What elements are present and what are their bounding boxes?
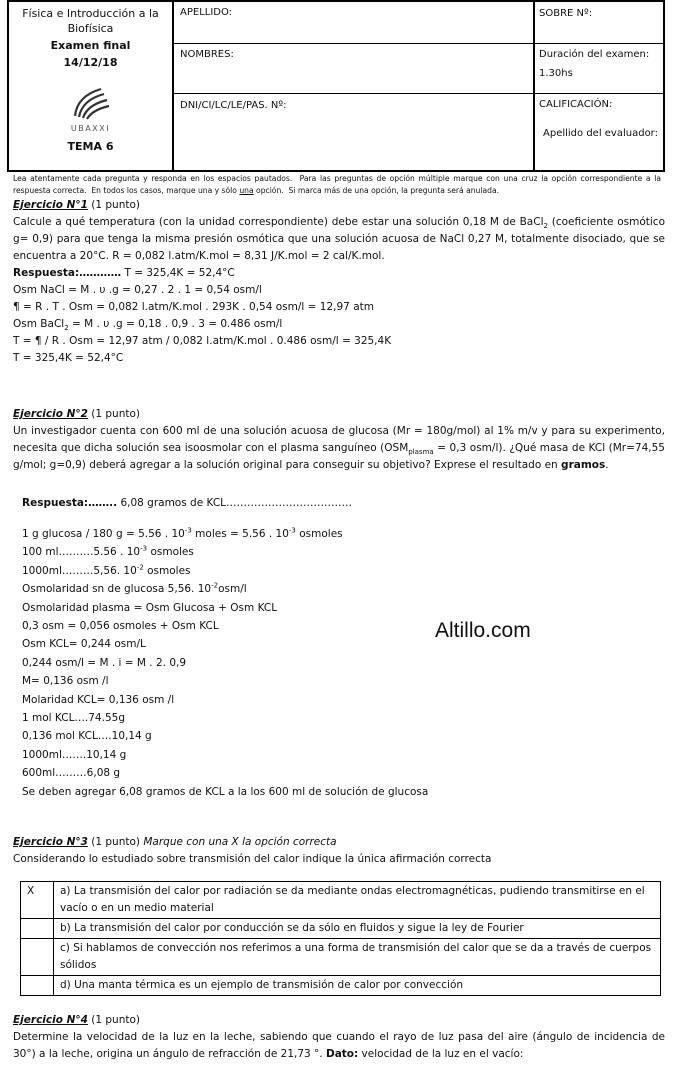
- exercise-1: [13, 197, 665, 367]
- calc-line: Molaridad KCL= 0,136 osm /l: [22, 693, 175, 706]
- exercise-2-calculation: [22, 525, 662, 801]
- statement-text: Determine la velocidad de la luz en la leche, sabiendo que cuando el rayo de luz pasa del aire (ángulo de incidencia de 30°) a la leche, origina un ángulo de refracción de 21,73 °.: [13, 1031, 665, 1060]
- calc-text: 1 g glucosa / 180 g = 5.56 . 10: [22, 528, 185, 540]
- superscript: -2: [136, 563, 144, 572]
- instructions-text: Lea atentamente cada pregunta y responda en los espacios pautados.: [13, 174, 293, 183]
- exercise-title: Ejercicio N°2: [13, 408, 88, 420]
- exercise-title: Ejercicio N°3: [13, 836, 88, 848]
- dni-label: DNI/CI/LC/LE/PAS. Nº:: [180, 100, 287, 111]
- instructions-text: opción.: [256, 186, 284, 195]
- duracion-value: 1.30hs: [539, 68, 573, 79]
- exercise-points: (1 punto): [91, 836, 141, 848]
- option-row[interactable]: [21, 919, 661, 939]
- calc-line: ¶ = R . T . Osm = 0,082 l.atm/K.mol . 293K . 0,54 osm/l = 12,97 atm: [13, 301, 374, 313]
- instructions: [13, 173, 661, 197]
- option-text: d) Una manta térmica es un ejemplo de transmisión de calor por convección: [54, 976, 661, 996]
- calc-line: 0,136 mol KCL….10,14 g: [22, 730, 152, 743]
- ubaxxi-logo-icon: [71, 86, 111, 120]
- exercise-title: Ejercicio N°1: [13, 199, 88, 211]
- exercise-3-heading: [13, 834, 665, 851]
- exercise-2: [13, 406, 665, 474]
- calc-line: [22, 562, 662, 580]
- apellido-label: APELLIDO:: [180, 7, 233, 18]
- exercise-1-heading: [13, 197, 665, 214]
- statement-text: Un investigador cuenta con 600 ml de una solución acuosa de glucosa (Mr = 180g/mol) al 1% m/v y para su experimento, necesita que dicha solución sea isoosmolar con el plasma sanguíneo (OSM: [13, 425, 665, 454]
- header-course-box: [9, 2, 174, 170]
- divider: [172, 43, 533, 44]
- calc-text: osmoles: [295, 528, 343, 540]
- option-mark[interactable]: [21, 939, 54, 976]
- calc-line: [13, 316, 665, 333]
- tema-number: TEMA 6: [67, 140, 114, 153]
- sobre-label: SOBRE Nº:: [539, 8, 593, 19]
- exam-header: [7, 0, 665, 172]
- calc-line: T = ¶ / R . Osm = 12,97 atm / 0,082 l.atm/K.mol . 0.486 osm/l = 325,4K: [13, 335, 392, 347]
- instructions-emphasis: una: [239, 186, 254, 195]
- answer-value: T = 325,4K = 52,4°C: [121, 267, 235, 279]
- exercise-points: (1 punto): [91, 1014, 141, 1026]
- calc-text: moles = 5.56 . 10: [191, 528, 289, 540]
- calc-line: T = 325,4K = 52,4°C: [13, 352, 124, 364]
- superscript: -3: [184, 526, 192, 535]
- calc-line: 1 mol KCL….74.55g: [22, 712, 125, 725]
- exercise-title: Ejercicio N°4: [13, 1014, 88, 1026]
- subscript: plasma: [408, 448, 434, 457]
- statement-text: velocidad de la luz en el vacío:: [358, 1048, 524, 1060]
- divider: [533, 43, 663, 44]
- divider: [172, 93, 533, 94]
- calc-text: osmoles: [147, 546, 194, 559]
- header-admin-box: [533, 2, 663, 170]
- exercise-4-heading: [13, 1012, 665, 1029]
- calc-line: 0,3 osm = 0,056 osmoles + Osm KCL: [22, 620, 219, 633]
- exercise-2-answer: [22, 494, 662, 512]
- exercise-4-statement: [13, 1029, 665, 1063]
- calc-text: Osm BaCl: [13, 318, 65, 330]
- calc-text: Osmolaridad sn de glucosa 5,56. 10: [22, 583, 212, 596]
- option-row[interactable]: [21, 976, 661, 996]
- statement-emphasis: gramos: [561, 459, 606, 471]
- divider: [533, 93, 663, 94]
- option-mark[interactable]: X: [21, 882, 54, 919]
- superscript: -2: [211, 581, 219, 590]
- answer-label: Respuesta:…………: [13, 267, 122, 279]
- exercise-points: (1 punto): [91, 199, 141, 211]
- watermark: Altillo.com: [435, 619, 531, 642]
- instructions-text: En todos los casos, marque una y sólo: [91, 186, 237, 195]
- exercise-1-statement: [13, 214, 665, 265]
- exercise-4: [13, 1012, 665, 1063]
- option-mark[interactable]: [21, 919, 54, 939]
- header-student-box: [172, 2, 535, 170]
- calc-line: Osm KCL= 0,244 osm/L: [22, 638, 146, 651]
- course-name: Física e Introducción a la Biofísica: [22, 7, 159, 35]
- calificacion-label: CALIFICACIÓN:: [539, 99, 613, 110]
- calc-line: [22, 543, 662, 561]
- calc-line: 600ml………6,08 g: [22, 767, 121, 780]
- option-text: b) La transmisión del calor por conducción se da sólo en fluidos y sigue la ley de Fourier: [54, 919, 661, 939]
- options-table: [20, 881, 661, 996]
- answer-line: [22, 494, 662, 512]
- instructions-text: Si marca más de una opción, la pregunta será anulada.: [288, 186, 500, 195]
- exercise-points: (1 punto): [91, 408, 141, 420]
- option-text: a) La transmisión del calor por radiación se da mediante ondas electromagnéticas, pudiendo transmitirse en el vacío o en un medio material: [54, 882, 661, 919]
- answer-label: Respuesta:……..: [22, 497, 118, 509]
- calc-text: 1000ml………5,56. 10: [22, 564, 137, 577]
- calc-line: Osmolaridad plasma = Osm Glucosa + Osm KCL: [22, 601, 278, 614]
- evaluador-label: Apellido del evaluador:: [543, 128, 658, 139]
- option-text: c) Si hablamos de convección nos referimos a una forma de transmisión del calor que se da a través de cuerpos sólidos: [54, 939, 661, 976]
- calc-text: 100 ml……….5.56 . 10: [22, 546, 141, 559]
- calc-text: = M . υ .g = 0,18 . 0,9 . 3 = 0.486 osm/l: [68, 318, 283, 330]
- calc-line: M= 0,136 osm /l: [22, 675, 109, 688]
- exam-date: 14/12/18: [63, 56, 118, 69]
- option-row[interactable]: [21, 882, 661, 919]
- subscript: 2: [543, 222, 548, 231]
- exercise-3-prompt: Considerando lo estudiado sobre transmisión del calor indique la única afirmación correcta: [13, 853, 492, 865]
- calc-line: Se deben agregar 6,08 gramos de KCL a la los 600 ml de solución de glucosa: [22, 785, 429, 798]
- statement-emphasis: Dato:: [325, 1048, 359, 1060]
- statement-text: = 0,3 osm/l). ¿Qué masa de KCl (Mr=74,55 g/mol; g=0,9) deberá agregar a la solución original para conseguir su objetivo? Exprese el resultado en: [13, 442, 665, 471]
- calc-text: osm/l: [218, 583, 247, 596]
- superscript: -3: [140, 544, 148, 553]
- calc-line: 0,244 osm/l = M . i = M . 2. 0,9: [22, 656, 187, 669]
- statement-text: (coeficiente osmótico g= 0,9) para que tenga la misma presión osmótica que una solución acuosa de NaCl 0,27 M, totalmente disociado, que se encuentra a 20°C. R = 0,082 l.atm/K.mol = 8,31 J/K.mol = 2 cal/K.mol.: [13, 216, 666, 262]
- exercise-2-statement: [13, 423, 665, 474]
- exercise-instruction: Marque con una X la opción correcta: [143, 836, 337, 848]
- org-name: UBAXXI: [70, 124, 111, 133]
- statement-text: .: [605, 459, 609, 471]
- exercise-2-heading: [13, 406, 665, 423]
- superscript: -3: [288, 526, 296, 535]
- calc-line: 1000ml…….10,14 g: [22, 748, 127, 761]
- instructions-text: Para las preguntas de opción múltiple marque con una cruz la opción correspondiente a la respuesta correcta.: [13, 174, 662, 195]
- statement-text: Calcule a qué temperatura (con la unidad correspondiente) debe estar una solución 0,18 M de BaCl: [13, 216, 544, 228]
- calc-line: [22, 525, 662, 543]
- nombres-label: NOMBRES:: [180, 49, 234, 60]
- option-row[interactable]: [21, 939, 661, 976]
- exercise-1-answer: [13, 265, 665, 282]
- calc-line: Osm NaCl = M . υ .g = 0,27 . 2 . 1 = 0,54 osm/l: [13, 284, 262, 296]
- exercise-3: [13, 834, 665, 868]
- duracion-label: Duración del examen:: [539, 49, 650, 60]
- option-mark[interactable]: [21, 976, 54, 996]
- exam-type: Examen final: [50, 39, 131, 52]
- subscript: 2: [64, 324, 69, 333]
- calc-line: [22, 580, 662, 598]
- calc-text: osmoles: [143, 564, 191, 577]
- answer-value: 6,08 gramos de KCL………………………………: [117, 497, 352, 509]
